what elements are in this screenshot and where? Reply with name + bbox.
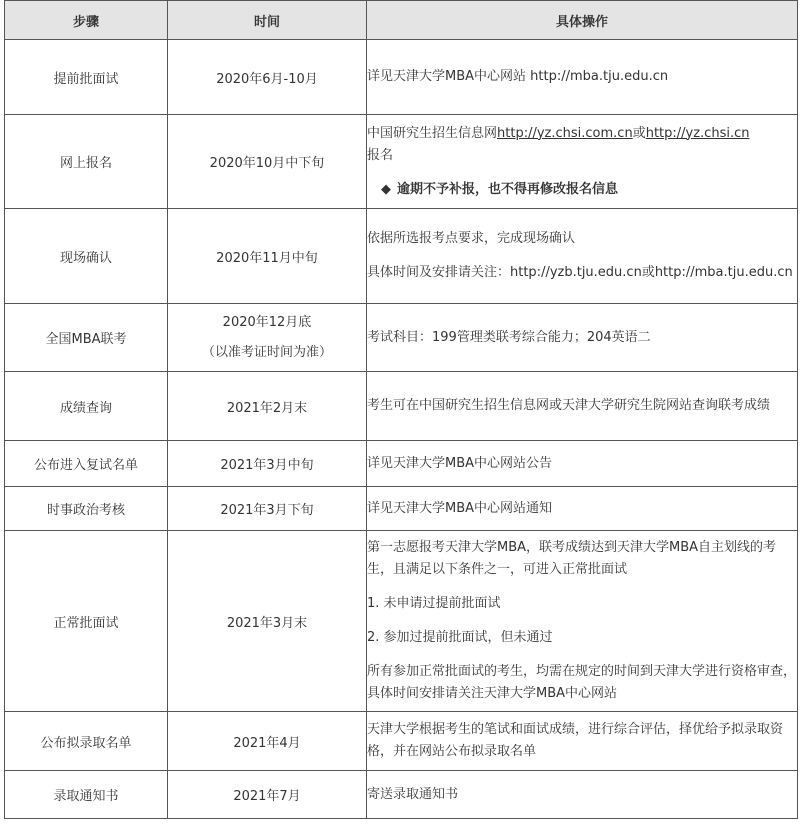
action-text: 依据所选报考点要求，完成现场确认 [367, 231, 576, 246]
time-cell: 2021年4月 [168, 712, 367, 771]
deadline-note [367, 179, 797, 201]
step-cell: 提前批面试 [5, 40, 168, 115]
time-note: （以准考证时间为准） [201, 344, 332, 360]
time-cell: 2021年2月末 [168, 372, 367, 441]
step-cell: 公布进入复试名单 [5, 441, 168, 487]
time-cell: 2020年10月中下旬 [168, 115, 367, 209]
time-cell [168, 304, 367, 372]
condition-1: 1. 未申请过提前批面试 [367, 596, 501, 611]
time-cell: 2021年3月中旬 [168, 441, 367, 487]
step-cell: 公布拟录取名单 [5, 712, 168, 771]
step-cell: 录取通知书 [5, 771, 168, 819]
table-row [5, 115, 798, 209]
time-cell: 2021年3月下旬 [168, 487, 367, 531]
time-cell: 2021年3月末 [168, 531, 367, 712]
chsi-link-2[interactable]: http://yz.chsi.cn [645, 125, 750, 141]
step-cell: 成绩查询 [5, 372, 168, 441]
table-row [5, 531, 798, 712]
condition-2: 2. 参加过提前批面试，但未通过 [367, 630, 553, 645]
table-row [5, 441, 798, 487]
step-cell: 全国MBA联考 [5, 304, 168, 372]
time-text: 2020年12月底 [222, 314, 312, 330]
table-row [5, 304, 798, 372]
action-text [367, 123, 797, 167]
action-cell: 考试科目：199管理类联考综合能力；204英语二 [367, 304, 798, 372]
step-cell: 现场确认 [5, 209, 168, 304]
action-cell [367, 531, 798, 712]
action-text: 所有参加正常批面试的考生，均需在规定的时间到天津大学进行资格审查，具体时间安排请关注天津大学MBA中心网站 [367, 664, 797, 701]
action-cell: 天津大学根据考生的笔试和面试成绩，进行综合评估，择优给予拟录取资格，并在网站公布拟录取名单 [367, 712, 798, 771]
header-step: 步骤 [5, 1, 168, 40]
action-cell [367, 115, 798, 209]
header-row [5, 1, 798, 40]
action-cell: 详见天津大学MBA中心网站公告 [367, 441, 798, 487]
diamond-bullet-icon: ◆ [381, 181, 391, 197]
action-cell: 详见天津大学MBA中心网站 http://mba.tju.edu.cn [367, 40, 798, 115]
action-cell: 详见天津大学MBA中心网站通知 [367, 487, 798, 531]
action-cell: 寄送录取通知书 [367, 771, 798, 819]
time-cell: 2021年7月 [168, 771, 367, 819]
header-action: 具体操作 [367, 1, 798, 40]
time-cell: 2020年6月-10月 [168, 40, 367, 115]
chsi-link-1[interactable]: http://yz.chsi.com.cn [497, 125, 633, 141]
action-prefix: 中国研究生招生信息网 [367, 125, 498, 141]
admission-schedule-table [4, 0, 798, 819]
action-cell: 考生可在中国研究生招生信息网或天津大学研究生院网站查询联考成绩 [367, 372, 798, 441]
header-time: 时间 [168, 1, 367, 40]
table-row [5, 712, 798, 771]
note-text: 逾期不予补报，也不得再修改报名信息 [397, 181, 619, 197]
time-cell: 2020年11月中旬 [168, 209, 367, 304]
step-cell: 时事政治考核 [5, 487, 168, 531]
action-text: 具体时间及安排请关注：http://yzb.tju.edu.cn或http://mba.tju.edu.cn [367, 265, 793, 280]
table-row [5, 771, 798, 819]
table-row [5, 487, 798, 531]
action-suffix: 报名 [367, 147, 394, 163]
action-cell [367, 209, 798, 304]
or-text: 或 [632, 125, 646, 141]
table-row [5, 40, 798, 115]
table-row [5, 372, 798, 441]
step-cell: 正常批面试 [5, 531, 168, 712]
action-text: 第一志愿报考天津大学MBA，联考成绩达到天津大学MBA自主划线的考生，且满足以下条件之一，可进入正常批面试 [367, 540, 777, 577]
step-cell: 网上报名 [5, 115, 168, 209]
table-row [5, 209, 798, 304]
